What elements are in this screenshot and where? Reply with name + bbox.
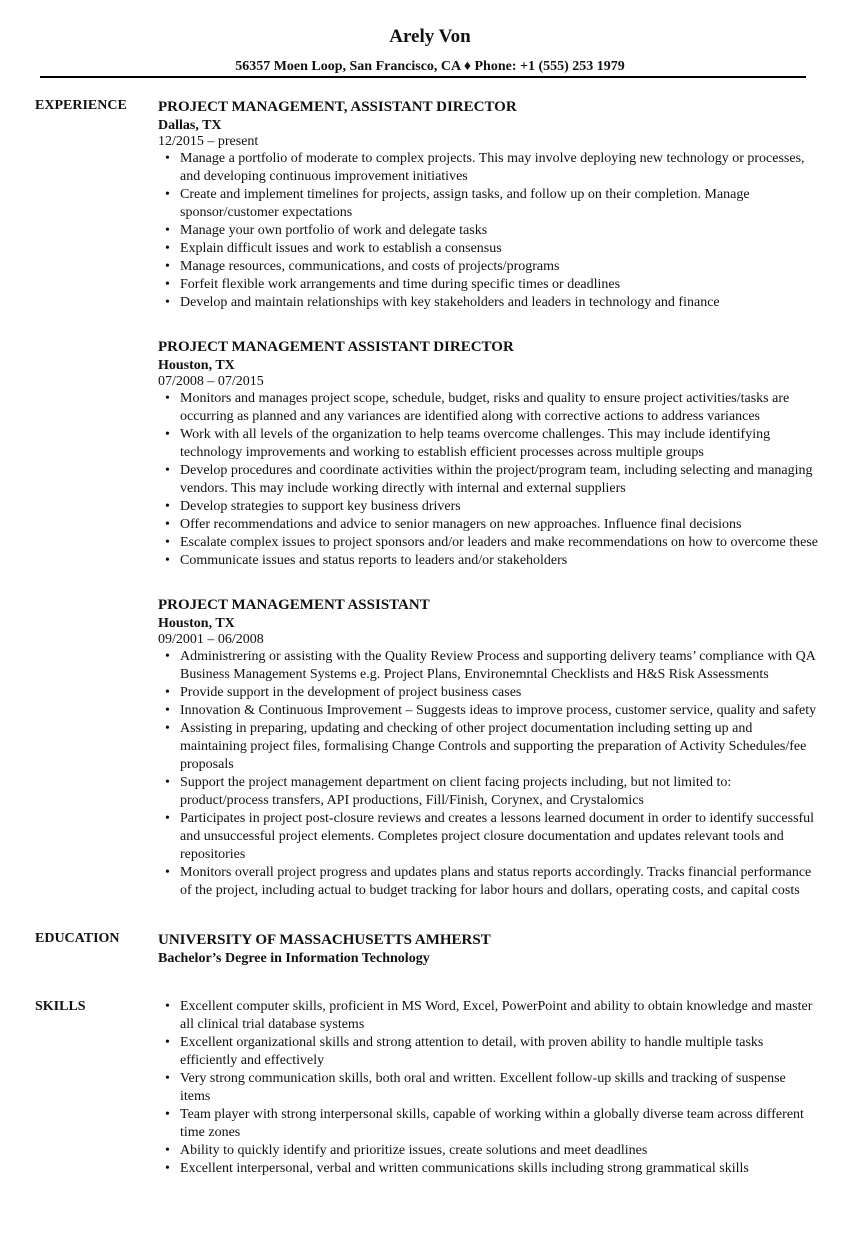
- education-section: [0, 930, 860, 968]
- experience-section: [0, 97, 860, 900]
- education-content: [158, 930, 818, 968]
- skill-item: • Very strong communication skills, both oral and written. Excellent follow-up skills and tracking of suspense items: [180, 1070, 818, 1106]
- bullet-item: • Escalate complex issues to project sponsors and/or leaders and make recommendations on how to overcome these: [180, 534, 818, 552]
- job-entry: [158, 337, 818, 570]
- skill-item: • Excellent interpersonal, verbal and written communications skills including strong grammatical skills: [180, 1160, 818, 1178]
- degree-name: Bachelor’s Degree in Information Technology: [158, 951, 430, 966]
- bullet-item: • Innovation & Continuous Improvement – Suggests ideas to improve process, customer service, quality and safety: [180, 702, 818, 720]
- bullet-item: • Monitors overall project progress and updates plans and status reports accordingly. Tracks financial performance of the project, including actual to budget tracking for labor hours and dollars, operating costs, and capital costs: [180, 864, 818, 900]
- job-bullets: [158, 390, 818, 570]
- job-bullets: [158, 648, 818, 900]
- job-dates: 12/2015 – present: [158, 134, 259, 149]
- bullet-item: • Offer recommendations and advice to senior managers on new approaches. Influence final decisions: [180, 516, 818, 534]
- job-dates: 09/2001 – 06/2008: [158, 632, 264, 647]
- skills-content: [158, 998, 818, 1178]
- job-location: Houston, TX: [158, 616, 235, 631]
- bullet-item: • Develop and maintain relationships with key stakeholders and leaders in technology and finance: [180, 294, 818, 312]
- bullet-item: • Administrering or assisting with the Quality Review Process and supporting delivery teams’ compliance with QA Business Management Systems e.g. Project Plans, Environemntal Checklists and H&S Risk Assessments: [180, 648, 818, 684]
- experience-content: [158, 97, 818, 900]
- bullet-item: • Provide support in the development of project business cases: [180, 684, 818, 702]
- bullet-item: • Monitors and manages project scope, schedule, budget, risks and quality to ensure project activities/tasks are occurring as planned and any variances are identified along with corrective actions to address variances: [180, 390, 818, 426]
- job-entry: [158, 595, 818, 900]
- resume-header: [0, 0, 860, 76]
- section-label-education: EDUCATION: [35, 931, 120, 946]
- bullet-item: • Work with all levels of the organization to help teams overcome challenges. This may include identifying technology improvements and working to establish efficient processes across multiple groups: [180, 426, 818, 462]
- job-title: PROJECT MANAGEMENT, ASSISTANT DIRECTOR: [158, 99, 517, 115]
- bullet-item: • Assisting in preparing, updating and checking of other project documentation including setting up and maintaining project files, formalising Change Controls and supporting the preparation of Activity Schedules/fee proposals: [180, 720, 818, 774]
- job-location: Dallas, TX: [158, 118, 222, 133]
- job-location: Houston, TX: [158, 358, 235, 373]
- bullet-item: • Participates in project post-closure reviews and creates a lessons learned document in order to identify successful and unsuccessful project elements. Completes project closure documentation and updates relevant tools and repositories: [180, 810, 818, 864]
- bullet-item: • Manage a portfolio of moderate to complex projects. This may involve deploying new technology or processes, and developing continuous improvement initiatives: [180, 150, 818, 186]
- bullet-item: • Develop procedures and coordinate activities within the project/program team, including selecting and managing vendors. This may include working directly with internal and external suppliers: [180, 462, 818, 498]
- bullet-item: • Manage resources, communications, and costs of projects/programs: [180, 258, 818, 276]
- resume-body: [0, 97, 860, 1178]
- skills-list: [158, 998, 818, 1178]
- school-name: UNIVERSITY OF MASSACHUSETTS AMHERST: [158, 932, 491, 948]
- skill-item: • Excellent computer skills, proficient in MS Word, Excel, PowerPoint and ability to obtain knowledge and master all clinical trial database systems: [180, 998, 818, 1034]
- contact-line: 56357 Moen Loop, San Francisco, CA ♦ Phone: +1 (555) 253 1979: [235, 59, 625, 74]
- bullet-item: • Communicate issues and status reports to leaders and/or stakeholders: [180, 552, 818, 570]
- job-dates: 07/2008 – 07/2015: [158, 374, 264, 389]
- skills-section: [0, 998, 860, 1178]
- job-entry: [158, 97, 818, 312]
- skill-item: • Team player with strong interpersonal skills, capable of working within a globally diverse team across different time zones: [180, 1106, 818, 1142]
- job-bullets: [158, 150, 818, 312]
- bullet-item: • Manage your own portfolio of work and delegate tasks: [180, 222, 818, 240]
- bullet-item: • Forfeit flexible work arrangements and time during specific times or deadlines: [180, 276, 818, 294]
- skill-item: • Ability to quickly identify and prioritize issues, create solutions and meet deadlines: [180, 1142, 818, 1160]
- bullet-item: • Create and implement timelines for projects, assign tasks, and follow up on their completion. Manage sponsor/customer expectations: [180, 186, 818, 222]
- bullet-item: • Develop strategies to support key business drivers: [180, 498, 818, 516]
- section-label-experience: EXPERIENCE: [35, 98, 127, 113]
- job-title: PROJECT MANAGEMENT ASSISTANT DIRECTOR: [158, 339, 514, 355]
- bullet-item: • Explain difficult issues and work to establish a consensus: [180, 240, 818, 258]
- job-title: PROJECT MANAGEMENT ASSISTANT: [158, 597, 430, 613]
- candidate-name: Arely Von: [389, 26, 471, 47]
- skill-item: • Excellent organizational skills and strong attention to detail, with proven ability to handle multiple tasks efficiently and effectively: [180, 1034, 818, 1070]
- header-divider: [40, 76, 806, 78]
- section-label-skills: SKILLS: [35, 999, 86, 1014]
- bullet-item: • Support the project management department on client facing projects including, but not limited to: product/process transfers, API productions, Fill/Finish, Corynex, and Crystalomics: [180, 774, 818, 810]
